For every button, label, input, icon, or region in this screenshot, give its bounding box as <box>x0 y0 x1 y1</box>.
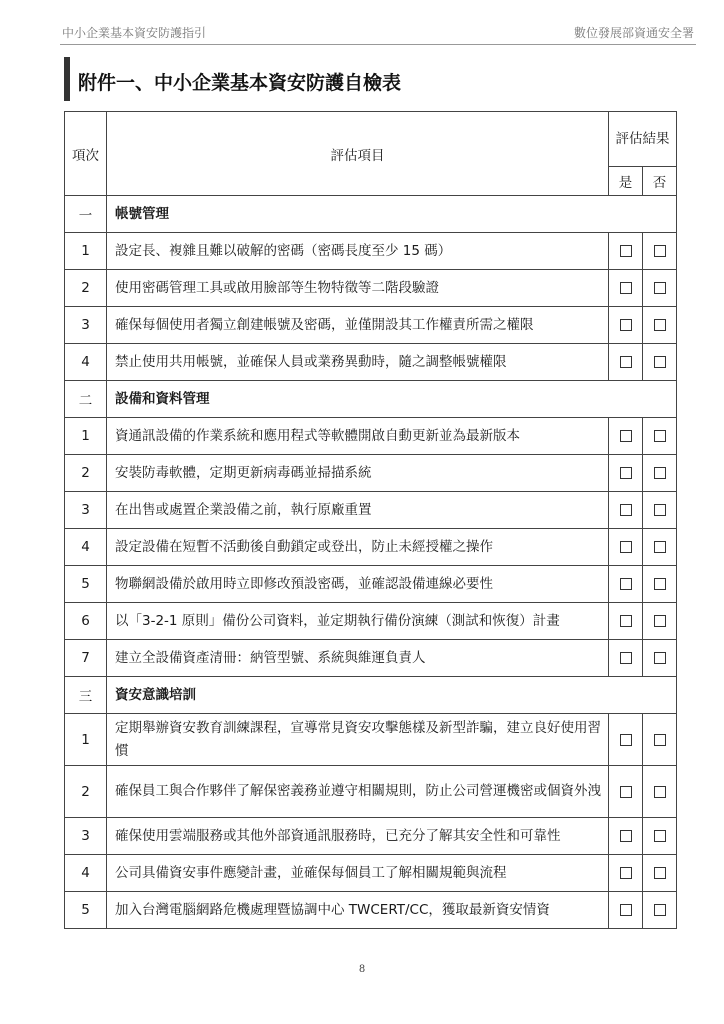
yes-cell <box>609 418 643 455</box>
item-number: 1 <box>65 233 107 270</box>
yes-cell <box>609 818 643 855</box>
no-cell <box>643 766 677 818</box>
self-check-table <box>64 111 677 929</box>
section-number: 二 <box>65 381 107 418</box>
yes-checkbox[interactable] <box>620 467 632 479</box>
no-cell <box>643 492 677 529</box>
header-divider <box>60 44 696 45</box>
table-row <box>65 892 677 929</box>
item-number: 5 <box>65 566 107 603</box>
item-text: 確保每個使用者獨立創建帳號及密碼，並僅開設其工作權責所需之權限 <box>107 307 609 344</box>
item-number: 1 <box>65 418 107 455</box>
item-number: 2 <box>65 455 107 492</box>
no-checkbox[interactable] <box>654 734 666 746</box>
no-cell <box>643 455 677 492</box>
section-title: 資安意識培訓 <box>107 677 677 714</box>
yes-cell <box>609 529 643 566</box>
table-row <box>65 492 677 529</box>
yes-checkbox[interactable] <box>620 615 632 627</box>
table-row <box>65 418 677 455</box>
no-cell <box>643 603 677 640</box>
yes-cell <box>609 603 643 640</box>
running-header-right: 數位發展部資通安全署 <box>573 26 694 40</box>
no-checkbox[interactable] <box>654 578 666 590</box>
item-text: 在出售或處置企業設備之前，執行原廠重置 <box>107 492 609 529</box>
no-cell <box>643 233 677 270</box>
table-row <box>65 344 677 381</box>
yes-checkbox[interactable] <box>620 904 632 916</box>
no-checkbox[interactable] <box>654 282 666 294</box>
no-checkbox[interactable] <box>654 904 666 916</box>
yes-checkbox[interactable] <box>620 356 632 368</box>
yes-cell <box>609 492 643 529</box>
no-cell <box>643 566 677 603</box>
yes-checkbox[interactable] <box>620 867 632 879</box>
no-cell <box>643 270 677 307</box>
item-text: 使用密碼管理工具或啟用臉部等生物特徵等二階段驗證 <box>107 270 609 307</box>
section-number: 一 <box>65 196 107 233</box>
yes-checkbox[interactable] <box>620 830 632 842</box>
yes-checkbox[interactable] <box>620 282 632 294</box>
item-number: 3 <box>65 492 107 529</box>
no-cell <box>643 892 677 929</box>
yes-cell <box>609 892 643 929</box>
item-number: 7 <box>65 640 107 677</box>
no-cell <box>643 714 677 766</box>
yes-cell <box>609 640 643 677</box>
no-checkbox[interactable] <box>654 652 666 664</box>
item-number: 2 <box>65 270 107 307</box>
table-row <box>65 855 677 892</box>
table-row <box>65 307 677 344</box>
yes-checkbox[interactable] <box>620 319 632 331</box>
column-header-result: 評估結果 <box>609 112 677 167</box>
section-row <box>65 196 677 233</box>
yes-checkbox[interactable] <box>620 734 632 746</box>
page-number: 8 <box>358 964 366 975</box>
yes-cell <box>609 566 643 603</box>
yes-checkbox[interactable] <box>620 786 632 798</box>
item-number: 1 <box>65 714 107 766</box>
column-header-item: 評估項目 <box>107 112 609 196</box>
item-text: 公司具備資安事件應變計畫，並確保每個員工了解相關規範與流程 <box>107 855 609 892</box>
no-checkbox[interactable] <box>654 615 666 627</box>
section-row <box>65 381 677 418</box>
no-cell <box>643 529 677 566</box>
item-text: 以「3-2-1 原則」備份公司資料，並定期執行備份演練（測試和恢復）計畫 <box>107 603 609 640</box>
table-row <box>65 818 677 855</box>
table-row <box>65 270 677 307</box>
item-text: 確保使用雲端服務或其他外部資通訊服務時，已充分了解其安全性和可靠性 <box>107 818 609 855</box>
table-row <box>65 766 677 818</box>
table-row <box>65 529 677 566</box>
no-cell <box>643 640 677 677</box>
yes-cell <box>609 344 643 381</box>
column-header-number: 項次 <box>65 112 107 196</box>
no-checkbox[interactable] <box>654 245 666 257</box>
table-row <box>65 640 677 677</box>
page-title: 附件一、中小企業基本資安防護自檢表 <box>78 72 402 94</box>
no-checkbox[interactable] <box>654 541 666 553</box>
item-text: 設定設備在短暫不活動後自動鎖定或登出，防止未經授權之操作 <box>107 529 609 566</box>
item-number: 3 <box>65 818 107 855</box>
yes-cell <box>609 233 643 270</box>
no-checkbox[interactable] <box>654 867 666 879</box>
yes-cell <box>609 307 643 344</box>
item-text: 加入台灣電腦網路危機處理暨協調中心 TWCERT/CC，獲取最新資安情資 <box>107 892 609 929</box>
section-row <box>65 677 677 714</box>
yes-cell <box>609 455 643 492</box>
table-row <box>65 603 677 640</box>
yes-cell <box>609 270 643 307</box>
item-text: 禁止使用共用帳號，並確保人員或業務異動時，隨之調整帳號權限 <box>107 344 609 381</box>
table-row <box>65 566 677 603</box>
no-cell <box>643 855 677 892</box>
yes-checkbox[interactable] <box>620 430 632 442</box>
item-number: 4 <box>65 529 107 566</box>
yes-checkbox[interactable] <box>620 652 632 664</box>
no-checkbox[interactable] <box>654 786 666 798</box>
running-header-left: 中小企業基本資安防護指引 <box>62 26 207 40</box>
no-checkbox[interactable] <box>654 430 666 442</box>
yes-cell <box>609 855 643 892</box>
section-title: 帳號管理 <box>107 196 677 233</box>
yes-checkbox[interactable] <box>620 578 632 590</box>
item-number: 6 <box>65 603 107 640</box>
item-text: 確保員工與合作夥伴了解保密義務並遵守相關規則，防止公司營運機密或個資外洩 <box>107 766 609 818</box>
no-cell <box>643 307 677 344</box>
item-number: 5 <box>65 892 107 929</box>
no-checkbox[interactable] <box>654 356 666 368</box>
no-checkbox[interactable] <box>654 319 666 331</box>
yes-cell <box>609 766 643 818</box>
table-row <box>65 455 677 492</box>
no-checkbox[interactable] <box>654 830 666 842</box>
column-header-no: 否 <box>643 167 677 196</box>
table-row <box>65 714 677 766</box>
item-text: 物聯網設備於啟用時立即修改預設密碼，並確認設備連線必要性 <box>107 566 609 603</box>
item-number: 3 <box>65 307 107 344</box>
item-text: 定期舉辦資安教育訓練課程，宣導常見資安攻擊態樣及新型詐騙，建立良好使用習慣 <box>107 714 609 766</box>
no-cell <box>643 818 677 855</box>
item-text: 資通訊設備的作業系統和應用程式等軟體開啟自動更新並為最新版本 <box>107 418 609 455</box>
table-row <box>65 233 677 270</box>
column-header-yes: 是 <box>609 167 643 196</box>
item-number: 4 <box>65 855 107 892</box>
no-cell <box>643 344 677 381</box>
no-checkbox[interactable] <box>654 504 666 516</box>
yes-cell <box>609 714 643 766</box>
yes-checkbox[interactable] <box>620 245 632 257</box>
section-title: 設備和資料管理 <box>107 381 677 418</box>
title-accent-bar <box>64 57 70 101</box>
item-text: 設定長、複雜且難以破解的密碼（密碼長度至少 15 碼） <box>107 233 609 270</box>
no-cell <box>643 418 677 455</box>
item-text: 安裝防毒軟體，定期更新病毒碼並掃描系統 <box>107 455 609 492</box>
item-number: 2 <box>65 766 107 818</box>
yes-checkbox[interactable] <box>620 541 632 553</box>
no-checkbox[interactable] <box>654 467 666 479</box>
yes-checkbox[interactable] <box>620 504 632 516</box>
section-number: 三 <box>65 677 107 714</box>
item-number: 4 <box>65 344 107 381</box>
item-text: 建立全設備資產清冊：納管型號、系統與維運負責人 <box>107 640 609 677</box>
